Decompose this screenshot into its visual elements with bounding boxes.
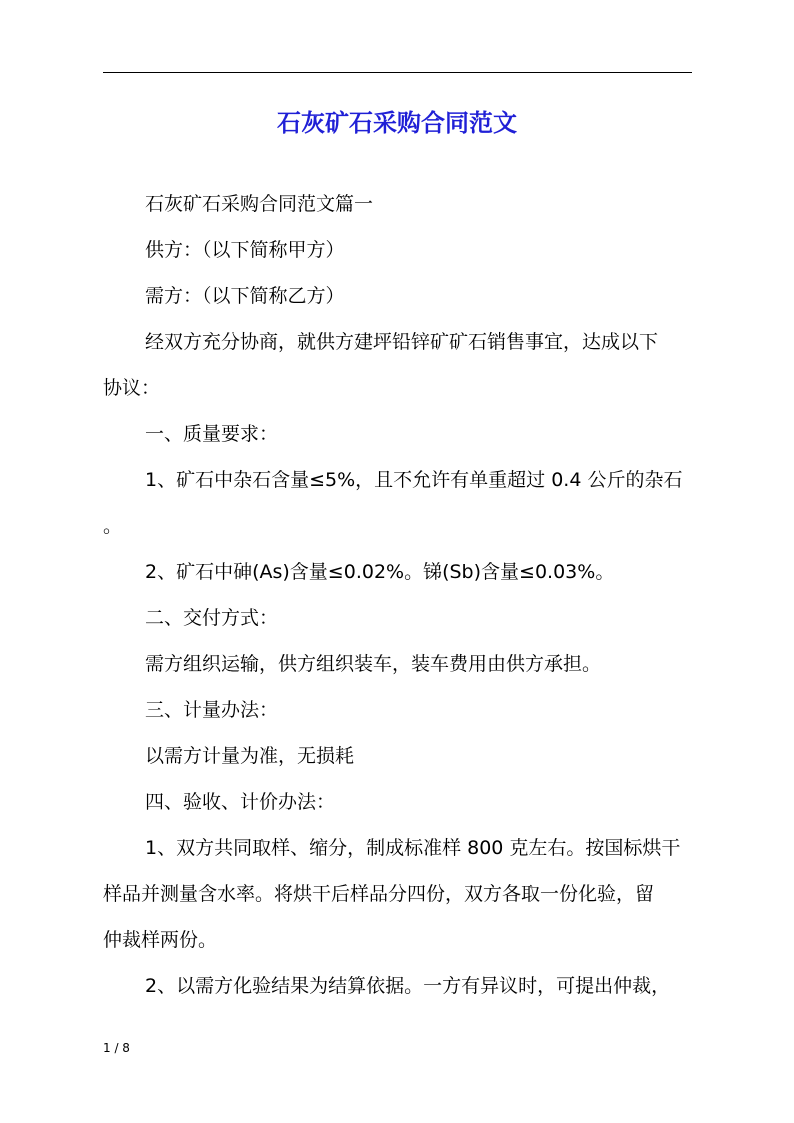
- paragraph-delivery: 需方组织运输，供方组织装车，装车费用由供方承担。: [145, 653, 602, 675]
- paragraph-acceptance-1-line1: 1、双方共同取样、缩分，制成标准样 800 克左右。按国标烘干: [145, 837, 681, 859]
- paragraph-quality-1-line2: 。: [103, 515, 123, 537]
- paragraph-acceptance-1-line3: 仲裁样两份。: [103, 929, 218, 951]
- page-number: 1 / 8: [103, 1041, 130, 1055]
- paragraph-quality-2: 2、矿石中砷(As)含量≤0.02%。锑(Sb)含量≤0.03%。: [145, 561, 615, 583]
- paragraph-supplier: 供方：（以下简称甲方）: [145, 239, 345, 261]
- header-rule: [103, 72, 692, 73]
- section-heading: 石灰矿石采购合同范文篇一: [145, 193, 374, 215]
- heading-measurement: 三、计量办法：: [145, 699, 279, 721]
- heading-quality: 一、质量要求：: [145, 423, 279, 445]
- paragraph-quality-1-line1: 1、矿石中杂石含量≤5%，且不允许有单重超过 0.4 公斤的杂石: [145, 469, 683, 491]
- paragraph-acceptance-1-line2: 样品并测量含水率。将烘干后样品分四份，双方各取一份化验，留: [103, 883, 655, 905]
- heading-acceptance: 四、验收、计价办法：: [145, 791, 336, 813]
- paragraph-agreement-line1: 经双方充分协商，就供方建坪铅锌矿矿石销售事宜，达成以下: [145, 331, 659, 353]
- paragraph-measurement: 以需方计量为准，无损耗: [145, 745, 355, 767]
- paragraph-buyer: 需方：（以下简称乙方）: [145, 285, 345, 307]
- document-title: 石灰矿石采购合同范文: [277, 108, 517, 137]
- heading-delivery: 二、交付方式：: [145, 607, 279, 629]
- paragraph-acceptance-2: 2、以需方化验结果为结算依据。一方有异议时，可提出仲裁，: [145, 975, 671, 997]
- paragraph-agreement-line2: 协议：: [103, 377, 161, 399]
